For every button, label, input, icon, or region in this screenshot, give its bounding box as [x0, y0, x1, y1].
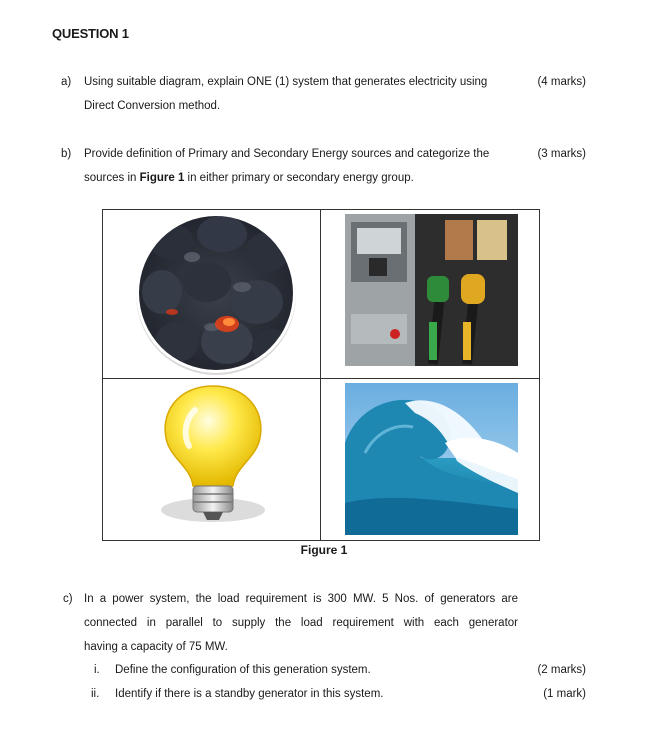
part-b-line-2-pre: sources in: [84, 172, 140, 184]
part-c-label: c): [63, 593, 73, 605]
part-a-label: a): [61, 76, 72, 88]
figure-reference: Figure 1: [139, 172, 185, 184]
part-b-line-2: [84, 166, 524, 190]
figure-divider-horizontal: [102, 378, 540, 379]
part-c-line-2: connected in parallel to supply the load requirement with each generator: [84, 617, 518, 629]
part-b-text: [84, 142, 524, 190]
sub-ii-label: ii.: [91, 688, 100, 700]
sub-i-text: Define the configuration of this generation system.: [115, 664, 371, 676]
figure-caption: Figure 1: [300, 543, 348, 557]
light-bulb-image: [155, 380, 280, 530]
part-c-text: [84, 587, 518, 659]
part-c-line-1: In a power system, the load requirement is 300 MW. 5 Nos. of generators are: [84, 593, 518, 605]
coal-image: [132, 212, 302, 376]
sub-ii-text: Identify if there is a standby generator in this system.: [115, 688, 384, 700]
part-b-line-1: Provide definition of Primary and Secondary Energy sources and categorize the: [84, 148, 490, 160]
part-a-line-1: Using suitable diagram, explain ONE (1) system that generates electricity using: [84, 76, 488, 88]
sub-i-label: i.: [94, 664, 100, 676]
part-c-line-3: having a capacity of 75 MW.: [84, 641, 228, 653]
part-b-label: b): [61, 148, 72, 160]
fuel-pump-image: [345, 214, 518, 366]
part-b-line-2-post: in either primary or secondary energy group.: [184, 172, 414, 184]
part-a-line-2: Direct Conversion method.: [84, 100, 221, 112]
part-a-text: [84, 70, 524, 118]
figure-divider-vertical: [320, 209, 321, 541]
part-b-marks: (3 marks): [537, 148, 586, 160]
ocean-wave-image: [345, 383, 518, 535]
part-a-marks: (4 marks): [537, 76, 586, 88]
question-title: QUESTION 1: [52, 26, 129, 41]
sub-ii-marks: (1 mark): [543, 688, 586, 700]
sub-i-marks: (2 marks): [537, 664, 586, 676]
